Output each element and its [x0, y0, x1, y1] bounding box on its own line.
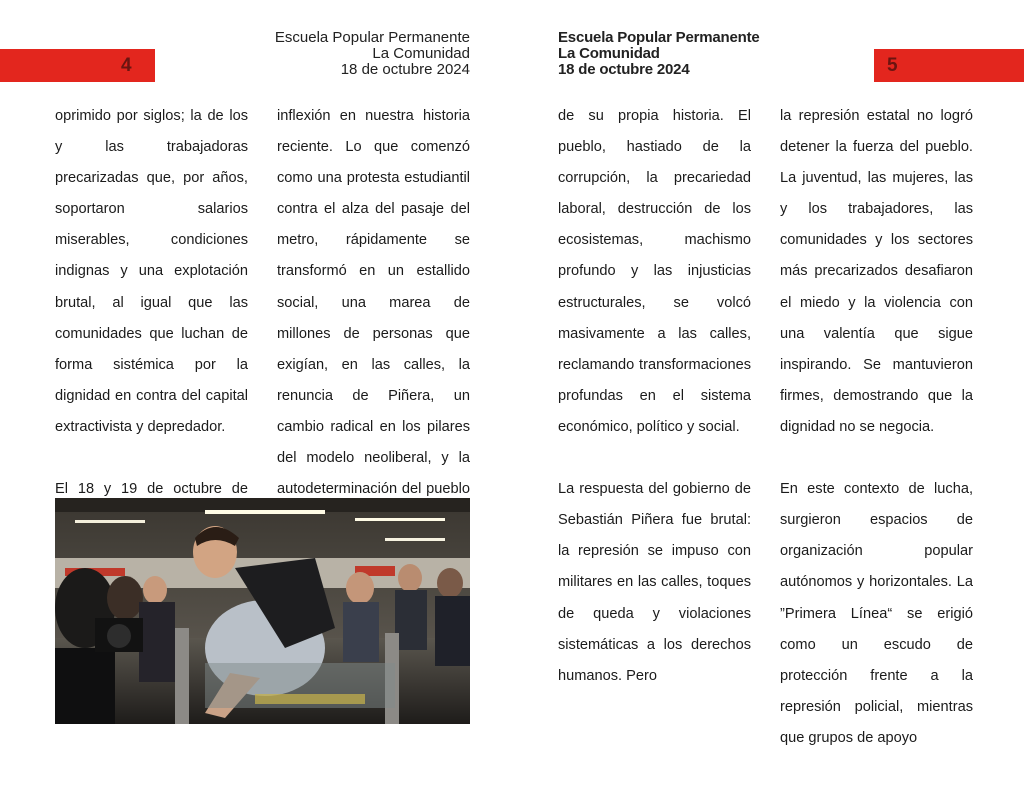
page-number-bar-left — [0, 49, 155, 82]
header-school-name: Escuela Popular Permanente — [274, 29, 470, 46]
paragraph: inflexión en nuestra historia reciente. Lo que comenzó como una protesta estudiantil contra el alza del pasaje del metro, rápidamente se transformó en un estallido social, una marea de millones de personas que exigían, en las calles, la renuncia de Piñera, un cambio radical en los pilares del modelo neoliberal, y la autodeterminación del pueblo — [277, 108, 470, 498]
page-number-bar-right — [874, 49, 1024, 82]
paragraph: oprimido por siglos; la de los y las trabajadoras precarizadas que, por años, soportaron salarios miserables, condiciones indignas y una explotación brutal, al igual que las comunidades que luchan de forma sistémica por la dignidad en contra del capital extractivista y depredador. — [55, 108, 248, 435]
header-community: La Comunidad — [372, 45, 470, 62]
page4-column-1 — [55, 101, 248, 536]
protest-metro-turnstile-photo — [55, 498, 470, 724]
page4-column-2 — [277, 101, 470, 499]
page5-column-1 — [558, 101, 751, 692]
page5-column-2 — [780, 101, 973, 754]
header-date: 18 de octubre 2024 — [558, 61, 690, 78]
paragraph: la represión estatal no logró detener la fuerza del pueblo. La juventud, las mujeres, las y los trabajadores, las comunidades y los sectores más precarizados desafiaron el miedo y la violencia con una valentía que sigue inspirando. Se mantuvieron firmes, demostrando que la dignidad no se negocia. — [780, 108, 973, 435]
paragraph: La respuesta del gobierno de Sebastián Piñera fue brutal: la represión se impuso con militares en las calles, toques de queda y violaciones sistemáticas a los derechos humanos. Pero — [558, 481, 751, 684]
header-school-name: Escuela Popular Permanente — [558, 29, 760, 46]
paragraph: de su propia historia. El pueblo, hastiado de la corrupción, la precariedad laboral, destrucción de los ecosistemas, machismo profundo y las injusticias estructurales, se volcó masivamente a las calles, reclamando transformaciones profundas en el sistema económico, político y social. — [558, 108, 751, 435]
running-header-right — [558, 30, 818, 78]
paragraph: En este contexto de lucha, surgieron espacios de organización popular autónomos y horizontales. La ”Primera Línea“ se erigió como un escudo de protección frente a la represión policial, mientras que grupos de apoyo — [780, 481, 973, 746]
header-date: 18 de octubre 2024 — [340, 61, 470, 78]
header-community: La Comunidad — [558, 45, 660, 62]
page-number-right: 5 — [887, 55, 898, 76]
running-header-left — [240, 30, 470, 78]
paragraph: El 18 y 19 de octubre de — [55, 481, 248, 498]
page-number-left: 4 — [121, 55, 132, 76]
